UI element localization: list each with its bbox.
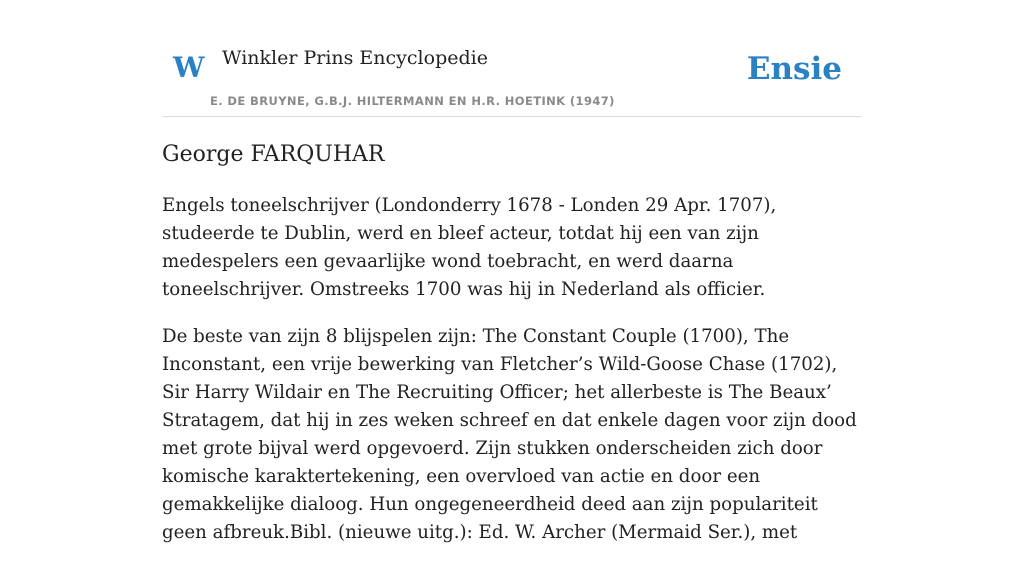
site-authors: E. DE BRUYNE, G.B.J. HILTERMANN EN H.R. HOETINK (1947) [210,94,615,108]
brand-logo[interactable]: Ensie [746,51,842,87]
site-logo[interactable]: W [173,51,205,84]
site-header [162,0,862,117]
article-title: George FARQUHAR [162,142,385,167]
article-body [162,192,862,566]
article-paragraph: Engels toneelschrijver (Londonderry 1678 - Londen 29 Apr. 1707), studeerde te Dublin, werd en bleef acteur, totdat hij een van zijn medespelers een gevaarlijke wond toebracht, en werd daarna toneelschrijver. Omstreeks 1700 was hij in Nederland als officier. [162,195,777,300]
article-paragraph: De beste van zijn 8 blijspelen zijn: The Constant Couple (1700), The Inconstant, een vrije bewerking van Fletcher’s Wild-Goose Chase (1702), Sir Harry Wildair en The Recruiting Officer; het allerbeste is The Beaux’ Stratagem, dat hij in zes weken schreef en dat enkele dagen voor zijn dood met grote bijval werd opgevoerd. Zijn stukken onderscheiden zich door komische karaktertekening, een overvloed van actie en door een gemakkelijke dialoog. Hun ongegeneerdheid deed aan zijn populariteit geen afbreuk.Bibl. (nieuwe uitg.): Ed. W. Archer (Mermaid Ser.), met [162,326,857,543]
site-title[interactable]: Winkler Prins Encyclopedie [222,47,488,69]
